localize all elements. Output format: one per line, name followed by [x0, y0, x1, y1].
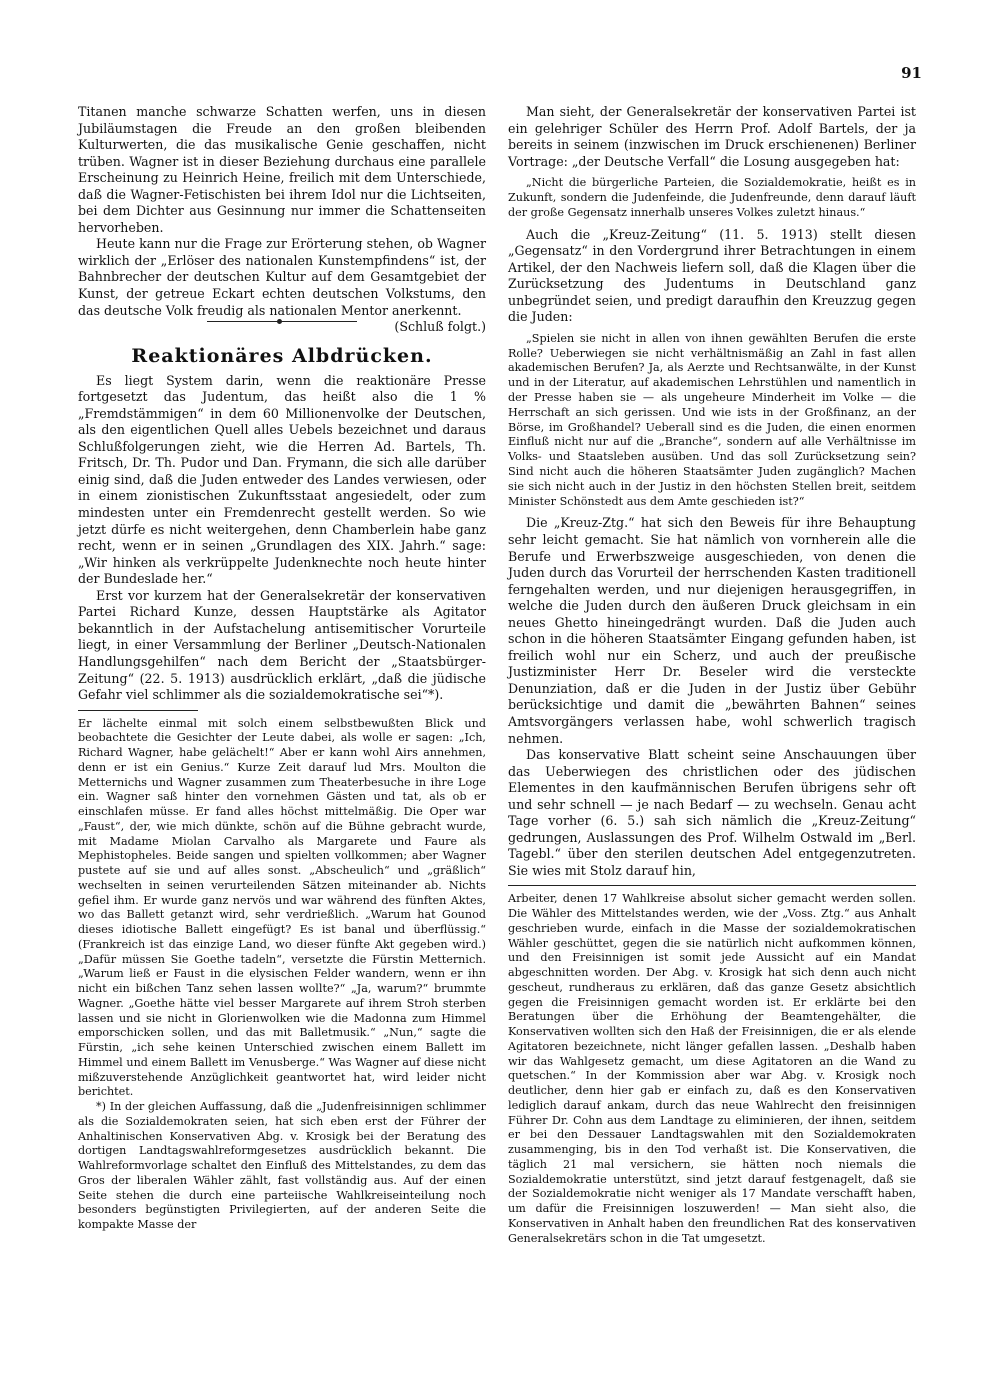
paragraph: Auch die „Kreuz-Zeitung“ (11. 5. 1913) stellt diesen „Gegensatz“ in den Vordergrund ihrer Betrachtungen in einem Artikel, der den Nachweis liefern soll, daß die Klagen über die Zurücksetzung des Judentums in Deutschland ganz unbegründet seien, und predigt daraufhin den Kreuzzug gegen die Juden: [508, 226, 916, 325]
quote-text: „Spielen sie nicht in allen von ihnen gewählten Berufen die erste Rolle? Ueberwiegen sie nicht verhältnismäßig an Zahl in fast allen akademischen Berufen? Ja, als Aerzte und Rechtsanwälte, in der Kunst und in der Literatur, auf akademischen Lehrstühlen und namentlich in der Presse haben sie — als ungeheure Minderheit im Volke — die Herrschaft an sich gerissen. Und wie ists in der Großfinanz, an der Börse, im Großhandel? Ueberall sind es die Juden, die einen enormen Einfluß nicht nur auf die „Branche“, sondern auf alle Verhältnisse im Volks- und Staatsleben ausüben. Und das soll Zurücksetzung sein? Sind nicht auch die höheren Staatsämter Juden zugänglich? Machen sie sich nicht auch in der Justiz in den höchsten Stellen breit, seitdem Minister Schönstedt aus dem Amte geschieden ist?“ [508, 331, 916, 508]
right-column [508, 104, 916, 1246]
section-divider [207, 321, 357, 322]
paragraph: Erst vor kurzem hat der Generalsekretär der konservativen Partei Richard Kunze, dessen Hauptstärke als Agitator bekanntlich in der Aufstachelung antisemitischer Vorurteile liegt, in einer Versammlung der Berliner „Deutsch-Nationalen Handlungsgehilfen“ nach dem Bericht der „Staatsbürger-Zeitung“ (22. 5. 1913) ausdrücklich erklärt, „daß die jüdische Gefahr viel schlimmer als die sozialdemokratische sei“*). [78, 587, 486, 703]
page-number: 91 [901, 64, 922, 82]
paragraph: Titanen manche schwarze Schatten werfen, uns in diesen Jubiläumstagen die Freude an den großen bleibenden Kulturwerten, die das musikalische Genie geschaffen, nicht trüben. Wagner ist in dieser Beziehung durchaus eine parallele Erscheinung zu Heinrich Heine, freilich mit dem Unterschiede, daß die Wagner-Fetischisten bei ihrem Idol nur die Lichtseiten, bei dem Dichter aus Gesinnung nur immer die Schattenseiten hervorheben. [78, 104, 486, 235]
footnote-rule [508, 885, 916, 886]
footnote-text: *) In der gleichen Auffassung, daß die „Judenfreisinnigen schlimmer als die Sozialdemokraten seien, hat sich eben erst der Führer der Anhaltinischen Konservativen Abg. v. Krosigk bei der Beratung des dortigen Landtagswahlreformgesetzes ausdrücklich bekannt. Die Wahlreformvorlage schaltet den Einfluß des Mittelstandes, zu dem das Gros der liberalen Wähler zählt, fast vollständig aus. Auf der einen Seite stehen die durch eine parteiische Wahlkreiseinteilung noch besonders begünstigten Privilegierten, auf der anderen Seite die kompakte Masse der [78, 1100, 486, 1232]
footnote-block [78, 717, 486, 1233]
footnote-text: Er lächelte einmal mit solch einem selbstbewußten Blick und beobachtete die Gesichter der Leute dabei, als wolle er sagen: „Ich, Richard Wagner, habe gelächelt!“ Aber er kann wohl Airs annehmen, denn er ist ein Genius.“ Kurze Zeit darauf lud Mrs. Moulton die Metternichs und Wagner zusammen zum Theaterbesuche in ihre Loge ein. Wagner saß hinter den vornehmen Gästen und tat, als ob er einschlafen müsse. Er fand alles höchst mittelmäßig. Die Oper war „Faust“, der, wie mich dünkte, schön auf die Bühne gebracht wurde, mit Madame Miolan Carvalho als Margarete und Faure als Mephistopheles. Beide sangen und spielten vollkommen; aber Wagner pustete auf sie und auf alles sonst. „Abscheulich“ und „gräßlich“ wechselten in seinen verurteilenden Sätzen miteinander ab. Nichts gefiel ihm. Er wurde ganz nervös und war während des fünften Aktes, wo das Ballett getanzt wird, sehr verdrießlich. „Warum hat Gounod dieses idiotische Ballett eingefügt? Es ist banal und überflüssig.“ (Frankreich ist das einzige Land, wo dieser fünfte Akt gegeben wird.) „Dafür müssen Sie Goethe tadeln“, versetzte die Fürstin Metternich. „Warum ließ er Faust in die elysischen Felder wandern, wenn er ihn nicht ein bißchen Tanz sehen lassen wollte?“ „Ja, warum?“ brummte Wagner. „Goethe hätte viel besser Margarete auf ihrem Stroh sterben lassen und sie nicht in Glorienwolken wie die Madonna zum Himmel emporschicken sollen, und das mit Balletmusik.“ „Nun,“ sagte die Fürstin, „ich sehe keinen Unterschied zwischen einem Ballett im Himmel und einem Ballett im Venusberge.“ Was Wagner auf diese nicht mißzuverstehende Anzüglichkeit geantwortet hat, wird leider nicht berichtet. [78, 716, 486, 1099]
footnote-rule [78, 710, 198, 711]
paragraph: Die „Kreuz-Ztg.“ hat sich den Beweis für ihre Behauptung sehr leicht gemacht. Sie hat nämlich von vornherein alle die Berufe und Erwerbszweige ausgeschieden, von denen die Juden durch das Vorurteil der herrschenden Kasten traditionell ferngehalten werden, und nur diejenigen herausgegriffen, in welche die Juden durch den äußeren Druck gleichsam in ein neues Ghetto hineingedrängt wurden. Daß die Juden auch schon in die höheren Staatsämter Eingang gefunden haben, ist freilich wohl nur ein Scherz, und auch der preußische Justizminister Herr Dr. Beseler wird die versteckte Denunziation, daß er die Juden in der Justiz über Gebühr berücksichtige und damit die „bewährten Bahnen“ seines Amtsvorgängers verlassen habe, wohl schwerlich tragisch nehmen. [508, 515, 916, 746]
paragraph: Man sieht, der Generalsekretär der konservativen Partei ist ein gelehriger Schüler des Herrn Prof. Adolf Bartels, der ja bereits in seinem (inzwischen im Druck erschienenen) Berliner Vortrage: „der Deutsche Verfall“ die Losung ausgegeben hat: [508, 104, 916, 169]
quote-block [508, 176, 916, 220]
article-heading: Reaktionäres Albdrücken. [131, 345, 433, 368]
paragraph [78, 236, 486, 335]
quote-text: „Nicht die bürgerliche Parteien, die Sozialdemokratie, heißt es in Zukunft, sondern die Judenfeinde, die Judenfreunde, denn darauf läuft der große Gegensatz innerhalb unseres Volkes zuletzt hinaus.“ [508, 176, 916, 219]
paragraph-text: Heute kann nur die Frage zur Erörterung stehen, ob Wagner wirklich der „Erlöser des nationalen Kunstempfindens“ ist, der Bahnbrecher der deutschen Kultur auf dem Gesamtgebiet der Kunst, der getreue Eckart echten deutschen Volkstums, den das deutsche Volk freudig als nationalen Mentor anerkennt. [78, 236, 486, 318]
continuation-note: (Schluß folgt.) [394, 319, 486, 335]
left-column [78, 104, 486, 1233]
footnote-block [508, 892, 916, 1246]
quote-block [508, 332, 916, 510]
paragraph: Das konservative Blatt scheint seine Anschauungen über das Ueberwiegen des christlichen oder des jüdischen Elementes in den kaufmännischen Berufen übrigens sehr oft und sehr schnell — je nach Bedarf — zu wechseln. Genau acht Tage vorher (6. 5.) sah sich nämlich die „Kreuz-Zeitung“ gedrungen, Auslassungen des Prof. Wilhelm Ostwald im „Berl. Tagebl.“ über den sterilen deutschen Adel entgegenzutreten. Sie wies mit Stolz darauf hin, [508, 747, 916, 878]
paragraph: Es liegt System darin, wenn die reaktionäre Presse fortgesetzt das Judentum, das heißt also die 1 % „Fremdstämmigen“ in dem 60 Millionenvolke der Deutschen, als den eigentlichen Quell alles Uebels bezeichnet und daraus Schlußfolgerungen zieht, wie die Herren Ad. Bartels, Th. Fritsch, Dr. Th. Pudor und Dan. Frymann, die sich alle darüber einig sind, daß die Juden entweder des Landes verwiesen, oder in einem zionistischen Zukunftsstaat angesiedelt, oder zum mindesten unter ein Fremdenrecht gestellt werden. So wie jetzt dürfe es nicht weitergehen, denn Chamberlein habe ganz recht, wenn er in seinen „Grundlagen des XIX. Jahrh.“ sage: „Wir hinken als verkrüppelte Judenknechte noch heute hinter der Bundeslade her.“ [78, 372, 486, 587]
footnote-text: Arbeiter, denen 17 Wahlkreise absolut sicher gemacht werden sollen. Die Wähler des Mittelstandes werden, wie der „Voss. Ztg.“ aus Anhalt geschrieben wurde, einfach in die Masse der sozialdemokratischen Wähler geschüttet, gegen die sie natürlich nicht aufkommen können, und den Freisinnigen ist somit jede Aussicht auf ein Mandat abgeschnitten worden. Der Abg. v. Krosigk hat sich denn auch nicht gescheut, rundheraus zu erklären, daß das ganze Gesetz absichtlich gegen die Freisinnigen gemacht worden ist. Er erklärte bei den Beratungen über die Erhöhung der Beamtengehälter, die Konservativen wollten sich den Haß der Freisinnigen, die er als elende Agitatoren bezeichnete, nicht länger gefallen lassen. „Deshalb haben wir das Wahlgesetz gemacht, um diese Agitatoren an die Wand zu quetschen.“ In der Kommission aber war Abg. v. Krosigk noch deutlicher, denn hier gab er einfach zu, daß es den Konservativen lediglich darauf ankam, durch das neue Wahlrecht den freisinnigen Führer Dr. Cohn aus dem Landtage zu eliminieren, der ihnen, seitdem er bei den Dessauer Landtagswahlen mit den Sozialdemokraten zusammenging, bis in den Tod verhaßt ist. Die Konservativen, die täglich 21 mal versichern, sie hätten noch niemals die Sozialdemokratie unterstützt, sind jetzt darauf festgenagelt, daß sie der Sozialdemokratie nicht weniger als 17 Mandate verschafft haben, um dafür die Freisinnigen loszuwerden! — Man sieht also, die Konservativen in Anhalt haben den freundlichen Rat des konservativen Generalsekretärs schon in die Tat umgesetzt. [508, 892, 916, 1245]
